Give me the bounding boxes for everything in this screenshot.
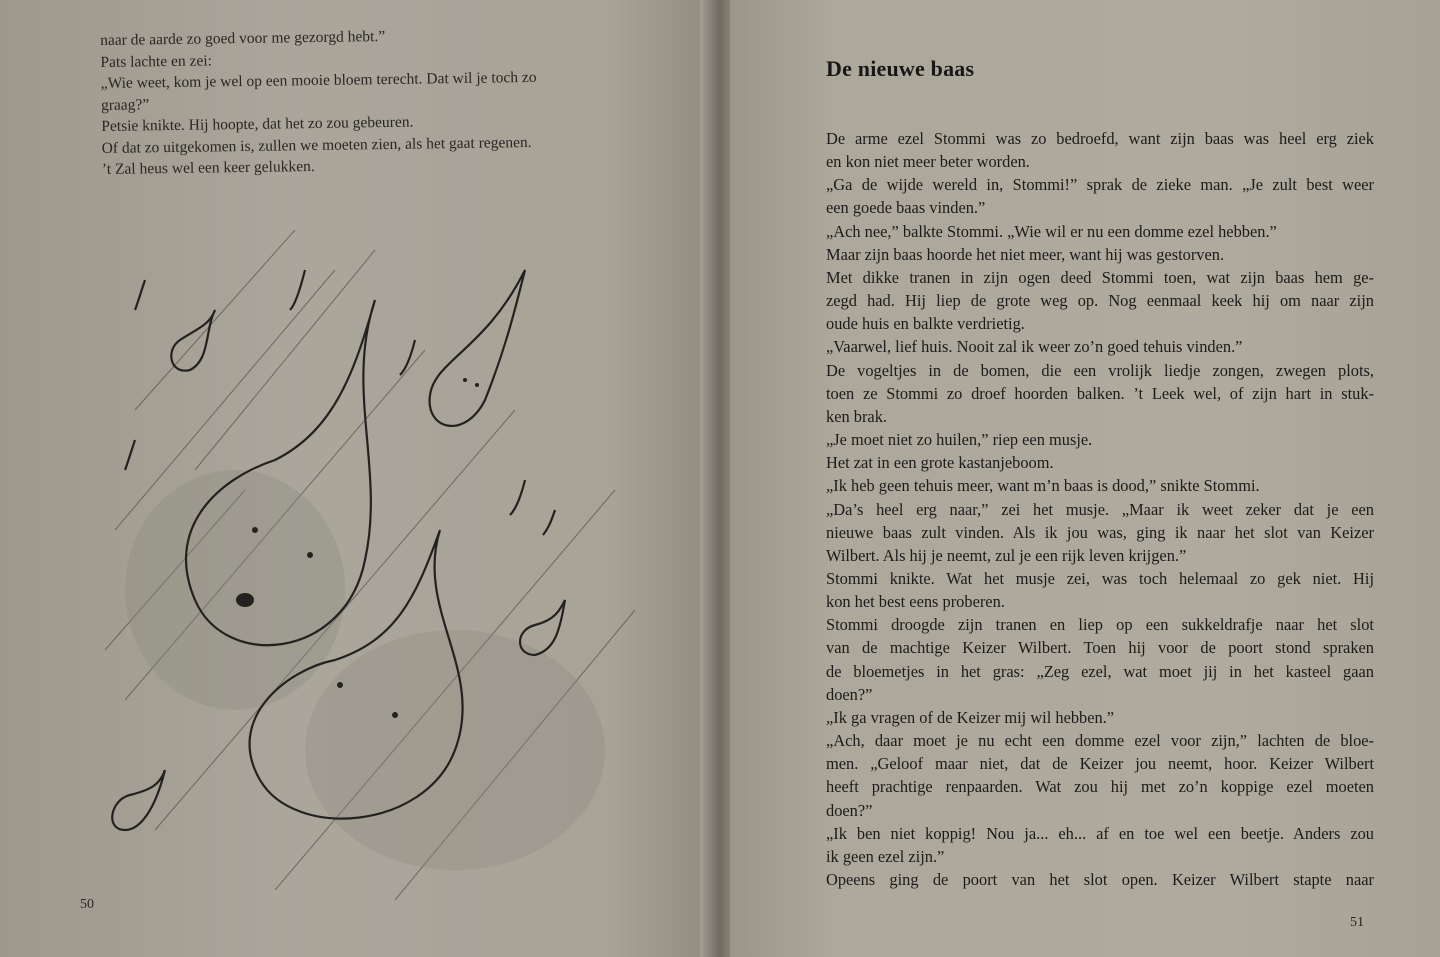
text-line: ’t Zal heus wel een keer gelukken. [101, 158, 315, 178]
text-line: „Ach, daar moet je nu echt een domme ezel voor zijn,” lachten de bloe- [826, 731, 1374, 751]
text-line: doen?” [826, 800, 873, 820]
text-line: naar de aarde zo goed voor me gezorgd hebt.” [100, 28, 386, 49]
page-number-right: 51 [1350, 915, 1364, 930]
text-line: kon het best eens proberen. [826, 592, 1005, 612]
text-line: Maar zijn baas hoorde het niet meer, want hij was gestorven. [826, 244, 1225, 264]
text-line: „Ik ben niet koppig! Nou ja... eh... af en toe wel een beetje. Anders zou [826, 823, 1374, 843]
page-number-left: 50 [80, 897, 94, 912]
text-line: Met dikke tranen in zijn ogen deed Stommi toen, wat zijn baas hem ge- [826, 267, 1374, 287]
text-line: oude huis en balkte verdrietig. [826, 314, 1025, 334]
text-line: de bloemetjes in het gras: „Zeg ezel, wat moet jij in het kasteel gaan [826, 661, 1374, 681]
text-line: „Ach nee,” balkte Stommi. „Wie wil er nu een domme ezel hebben.” [826, 221, 1277, 241]
text-line: zegd had. Hij liep de grote weg op. Nog eenmaal keek hij om naar zijn [826, 291, 1374, 311]
chapter-title: De nieuwe baas [826, 56, 975, 81]
text-line: Stommi droogde zijn tranen en liep op een sukkeldrafje naar het slot [826, 615, 1374, 635]
left-page-text [100, 22, 642, 180]
raindrops-illustration [95, 230, 655, 910]
text-line: ken brak. [826, 406, 887, 426]
text-line: Petsie knikte. Hij hoopte, dat het zo zou gebeuren. [101, 113, 414, 135]
text-line: „Wie weet, kom je wel op een mooie bloem terecht. Dat wil je toch zo [100, 68, 537, 92]
text-line: Pats lachte en zei: [100, 51, 213, 71]
text-line: „Ik heb geen tehuis meer, want m’n baas is dood,” snikte Stommi. [826, 476, 1260, 496]
text-line: van de machtige Keizer Wilbert. Toen hij voor de poort stond spraken [826, 638, 1374, 658]
text-line: ik geen ezel zijn.” [826, 846, 945, 866]
text-line: Opeens ging de poort van het slot open. Keizer Wilbert stapte naar [826, 870, 1374, 889]
text-line: Stommi knikte. Wat het musje zei, was toch helemaal zo gek niet. Hij [826, 568, 1374, 588]
text-line: „Vaarwel, lief huis. Nooit zal ik weer zo’n goed tehuis vinden.” [826, 337, 1243, 357]
text-line: „Da’s heel erg naar,” zei het musje. „Maar ik weet zeker dat je een [826, 499, 1374, 519]
text-line: een goede baas vinden.” [826, 198, 986, 218]
text-line: Wilbert. Als hij je neemt, zul je een rijk leven krijgen.” [826, 545, 1187, 565]
text-line: „Ik ga vragen of de Keizer mij wil hebben.” [826, 707, 1115, 727]
text-line: graag?” [100, 95, 150, 114]
text-line: doen?” [826, 684, 873, 704]
text-line: De vogeltjes in de bomen, die een vrolijk liedje zongen, zwegen plots, [826, 360, 1374, 380]
text-line: De arme ezel Stommi was zo bedroefd, want zijn baas was heel erg ziek [826, 129, 1374, 148]
right-page [730, 0, 1440, 957]
text-line: „Ga de wijde wereld in, Stommi!” sprak de zieke man. „Je zult best weer [826, 175, 1374, 195]
text-line: men. „Geloof maar niet, dat de Keizer jou neemt, hoor. Keizer Wilbert [826, 754, 1374, 774]
text-line: heeft prachtige renpaarden. Wat zou hij met zo’n koppige ezel moeten [826, 777, 1374, 797]
text-line: Of dat zo uitgekomen is, zullen we moeten zien, als het gaat regenen. [101, 133, 532, 157]
text-line: toen ze Stommi zo droef hoorden balken. ’t Leek wel, of zijn hart in stuk- [826, 383, 1374, 403]
text-line: nieuwe baas zult vinden. Als ik jou was, ging ik naar het slot van Keizer [826, 522, 1374, 542]
text-line: „Je moet niet zo huilen,” riep een musje. [826, 430, 1093, 450]
text-line: en kon niet meer beter worden. [826, 152, 1030, 172]
text-line: Het zat in een grote kastanjeboom. [826, 453, 1054, 473]
right-page-text [826, 127, 1374, 891]
